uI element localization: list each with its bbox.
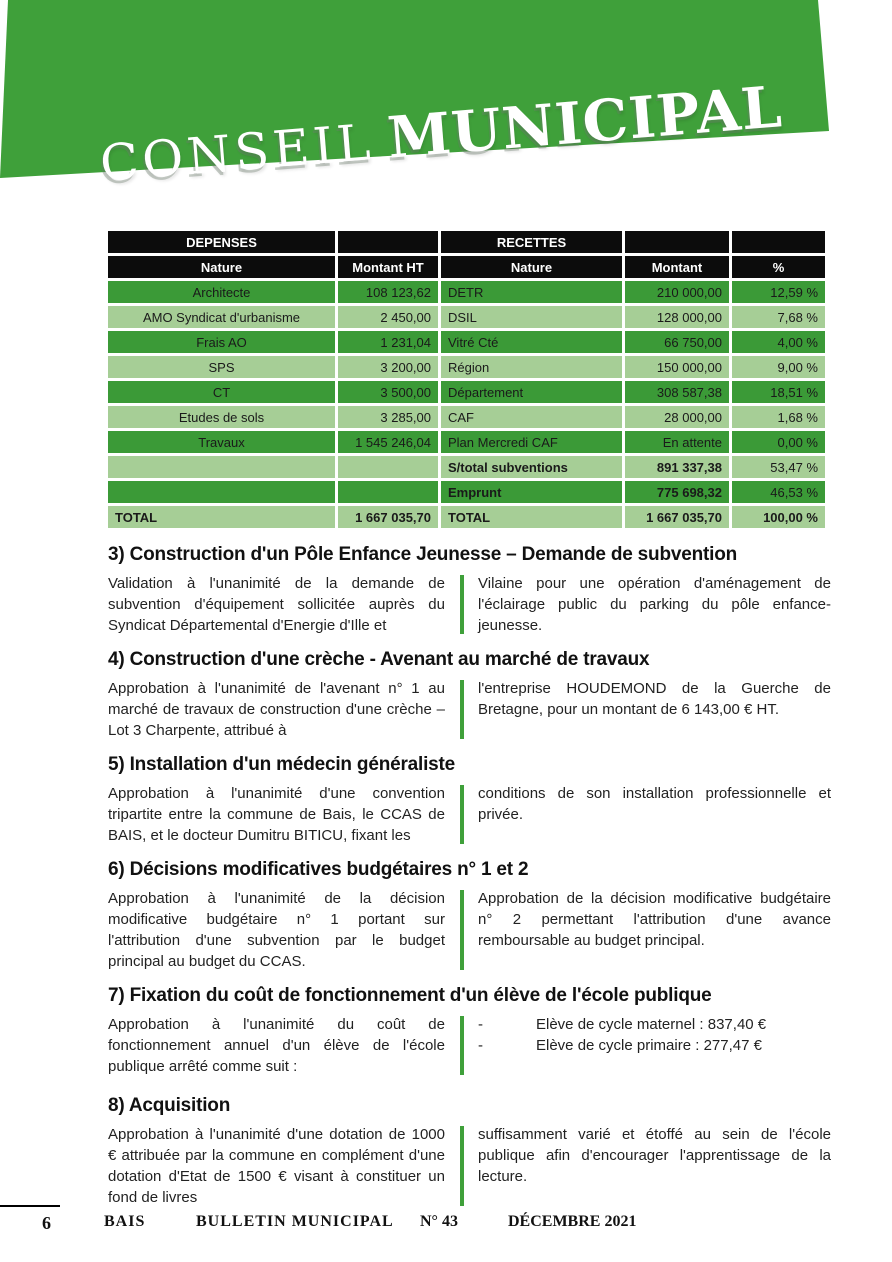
green-column-divider	[460, 890, 464, 970]
section	[108, 754, 831, 846]
col-header-montant: Montant	[625, 256, 729, 278]
col-header-nature-dep: Nature	[108, 256, 335, 278]
col-header-pct: %	[732, 256, 825, 278]
cell-rec-nature: TOTAL	[441, 506, 622, 528]
list-item	[478, 1014, 831, 1035]
section	[108, 544, 831, 636]
footer-rule	[0, 1205, 60, 1207]
cell-dep-nature: Etudes de sols	[108, 406, 335, 428]
cell-rec-nature: Vitré Cté	[441, 331, 622, 353]
cell-pct: 53,47 %	[732, 456, 825, 478]
right-column-text	[478, 1014, 831, 1077]
cell-rec-amount: 775 698,32	[625, 481, 729, 503]
table-row	[108, 381, 825, 403]
cell-rec-amount: 1 667 035,70	[625, 506, 729, 528]
two-column-block	[108, 1124, 831, 1208]
page-title-bold: MUNICIPAL	[385, 73, 785, 172]
list-item-dash: -	[478, 1016, 483, 1033]
cell-rec-nature: Plan Mercredi CAF	[441, 431, 622, 453]
table-group-header-row	[108, 231, 825, 253]
cell-dep-nature: Frais AO	[108, 331, 335, 353]
list-item-text: Elève de cycle maternel : 837,40 €	[536, 1016, 767, 1033]
cell-dep-amount: 108 123,62	[338, 281, 438, 303]
cell-dep-nature: CT	[108, 381, 335, 403]
page-title-regular: CONSEIL	[97, 113, 377, 193]
cell-pct: 18,51 %	[732, 381, 825, 403]
budget-table-body	[108, 281, 825, 528]
table-row	[108, 481, 825, 503]
cell-dep-amount: 3 200,00	[338, 356, 438, 378]
list-item	[478, 1035, 831, 1056]
cell-rec-amount: 28 000,00	[625, 406, 729, 428]
cell-pct: 100,00 %	[732, 506, 825, 528]
cell-pct: 1,68 %	[732, 406, 825, 428]
green-column-divider	[460, 1126, 464, 1206]
cell-dep-nature: TOTAL	[108, 506, 335, 528]
cell-pct: 46,53 %	[732, 481, 825, 503]
sections-container	[108, 544, 831, 1208]
cell-dep-nature	[108, 481, 335, 503]
cell-rec-nature: DSIL	[441, 306, 622, 328]
cell-rec-nature: CAF	[441, 406, 622, 428]
left-column-text: Validation à l'unanimité de la demande de subvention d'équipement sollicitée auprès du Syndicat Départemental d'Energie d'Ille et	[108, 575, 445, 634]
section	[108, 859, 831, 972]
table-row	[108, 331, 825, 353]
two-column-block	[108, 1014, 831, 1077]
col-header-montant-ht: Montant HT	[338, 256, 438, 278]
cell-rec-amount: 308 587,38	[625, 381, 729, 403]
table-row	[108, 456, 825, 478]
budget-table	[105, 228, 828, 531]
two-column-block	[108, 573, 831, 636]
footer-issue-number: N° 43	[420, 1213, 458, 1230]
section-heading: 6) Décisions modificatives budgétaires n° 1 et 2	[108, 859, 529, 880]
header-banner	[0, 0, 892, 210]
cell-dep-nature: SPS	[108, 356, 335, 378]
cell-pct: 7,68 %	[732, 306, 825, 328]
two-column-block	[108, 783, 831, 846]
table-column-header-row	[108, 256, 825, 278]
cell-rec-amount: 128 000,00	[625, 306, 729, 328]
cell-pct: 12,59 %	[732, 281, 825, 303]
cell-rec-nature: Département	[441, 381, 622, 403]
green-column-divider	[460, 1016, 464, 1075]
footer-bulletin-title: BULLETIN MUNICIPAL	[196, 1213, 394, 1230]
table-row	[108, 431, 825, 453]
footer	[0, 1213, 892, 1237]
group-header-recettes: RECETTES	[441, 231, 622, 253]
cell-rec-amount: En attente	[625, 431, 729, 453]
cell-dep-amount: 1 231,04	[338, 331, 438, 353]
right-column-text: l'entreprise HOUDEMOND de la Guerche de Bretagne, pour un montant de 6 143,00 € HT.	[478, 680, 831, 718]
left-column-text: Approbation à l'unanimité de l'avenant n° 1 au marché de travaux de construction d'une crèche – Lot 3 Charpente, attribué à	[108, 680, 445, 739]
cell-rec-amount: 210 000,00	[625, 281, 729, 303]
cell-dep-amount: 1 545 246,04	[338, 431, 438, 453]
table-row	[108, 406, 825, 428]
right-column-text: Approbation de la décision modificative budgétaire n° 2 permettant l'attribution d'une avance remboursable au budget principal.	[478, 890, 831, 949]
group-header-depenses: DEPENSES	[108, 231, 335, 253]
cell-pct: 4,00 %	[732, 331, 825, 353]
right-column-text: Vilaine pour une opération d'aménagement de l'éclairage public du parking du pôle enfance-jeunesse.	[478, 575, 831, 634]
cell-rec-nature: DETR	[441, 281, 622, 303]
cell-dep-nature: AMO Syndicat d'urbanisme	[108, 306, 335, 328]
section-heading: 8) Acquisition	[108, 1095, 231, 1116]
section-heading: 7) Fixation du coût de fonctionnement d'un élève de l'école publique	[108, 985, 712, 1006]
section	[108, 985, 831, 1077]
table-row	[108, 356, 825, 378]
cell-dep-amount: 3 500,00	[338, 381, 438, 403]
col-header-nature-rec: Nature	[441, 256, 622, 278]
cell-dep-nature: Travaux	[108, 431, 335, 453]
green-column-divider	[460, 575, 464, 634]
footer-page-number: 6	[42, 1213, 51, 1233]
group-header-empty-1	[338, 231, 438, 253]
cell-dep-amount	[338, 481, 438, 503]
cell-dep-nature: Architecte	[108, 281, 335, 303]
cell-pct: 0,00 %	[732, 431, 825, 453]
table-row	[108, 281, 825, 303]
cell-dep-amount: 1 667 035,70	[338, 506, 438, 528]
cell-rec-amount: 891 337,38	[625, 456, 729, 478]
section	[108, 1095, 831, 1208]
cell-rec-amount: 66 750,00	[625, 331, 729, 353]
footer-town: BAIS	[104, 1213, 146, 1230]
cell-rec-nature: Région	[441, 356, 622, 378]
left-column-text: Approbation à l'unanimité de la décision modificative budgétaire n° 1 portant sur l'attribution d'une subvention par le budget principal au budget du CCAS.	[108, 890, 445, 970]
right-column-text: conditions de son installation professionnelle et privée.	[478, 785, 831, 823]
cell-dep-amount: 3 285,00	[338, 406, 438, 428]
table-row	[108, 506, 825, 528]
section	[108, 649, 831, 741]
left-column-text: Approbation à l'unanimité d'une convention tripartite entre la commune de Bais, le CCAS de BAIS, et le docteur Dumitru BITICU, fixant les	[108, 785, 445, 844]
list-item-dash: -	[478, 1037, 483, 1054]
page-content	[108, 228, 831, 1208]
left-column-text: Approbation à l'unanimité du coût de fonctionnement annuel d'un élève de l'école publique arrêté comme suit :	[108, 1016, 445, 1075]
cell-rec-nature: Emprunt	[441, 481, 622, 503]
cell-rec-nature: S/total subventions	[441, 456, 622, 478]
section-heading: 3) Construction d'un Pôle Enfance Jeunesse – Demande de subvention	[108, 544, 738, 565]
green-column-divider	[460, 785, 464, 844]
cell-dep-nature	[108, 456, 335, 478]
cell-pct: 9,00 %	[732, 356, 825, 378]
group-header-empty-2	[625, 231, 729, 253]
right-column-text: suffisamment varié et étoffé au sein de l'école publique afin d'encourager l'apprentissage de la lecture.	[478, 1126, 831, 1185]
section-heading: 5) Installation d'un médecin généraliste	[108, 754, 456, 775]
green-column-divider	[460, 680, 464, 739]
list-item-text: Elève de cycle primaire : 277,47 €	[536, 1037, 762, 1054]
cell-dep-amount	[338, 456, 438, 478]
table-row	[108, 306, 825, 328]
section-heading: 4) Construction d'une crèche - Avenant au marché de travaux	[108, 649, 650, 670]
cell-rec-amount: 150 000,00	[625, 356, 729, 378]
two-column-block	[108, 678, 831, 741]
two-column-block	[108, 888, 831, 972]
group-header-empty-3	[732, 231, 825, 253]
footer-date: DÉCEMBRE 2021	[508, 1213, 637, 1230]
cell-dep-amount: 2 450,00	[338, 306, 438, 328]
left-column-text: Approbation à l'unanimité d'une dotation de 1000 € attribuée par la commune en complément d'une dotation d'Etat de 1500 € visant à constituer un fond de livres	[108, 1126, 445, 1206]
